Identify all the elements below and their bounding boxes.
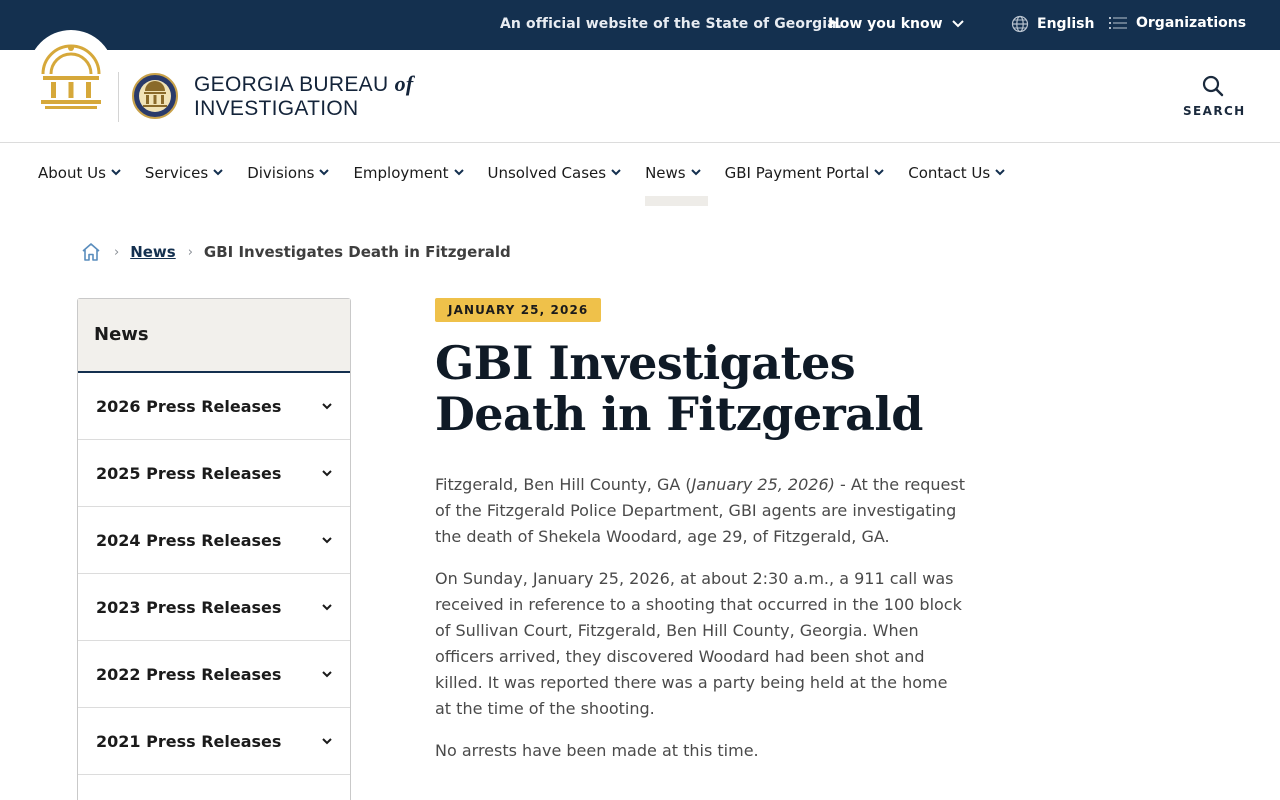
sidebar-item-2026[interactable] [78,373,350,440]
chevron-down-icon [110,167,122,177]
organizations-menu[interactable] [1109,15,1246,31]
article-body [435,472,965,780]
chevron-down-icon [610,167,622,177]
nav-label: Services [144,164,209,182]
dateline-location: Fitzgerald, Ben Hill County, GA ( [435,475,692,494]
breadcrumb-separator-icon: › [187,244,193,260]
search-icon [1201,74,1225,98]
organizations-label: Organizations [1136,15,1247,31]
nav-label: Divisions [247,164,315,182]
sidebar-item-label: 2024 Press Releases [96,530,282,550]
sidebar-item-label: 2022 Press Releases [96,664,282,684]
main-navigation [38,164,1029,206]
chevron-down-icon [320,468,334,478]
official-banner [0,0,1280,50]
nav-label: Unsolved Cases [487,164,607,182]
nav-employment[interactable] [353,164,464,206]
agency-name-line1: GEORGIA BUREAU [194,73,389,96]
chevron-down-icon [951,19,965,29]
site-header [0,50,1280,143]
dateline-date: January 25, 2026) [691,475,835,494]
chevron-down-icon [320,401,334,411]
nav-divisions[interactable] [247,164,330,206]
how-you-know-toggle[interactable] [828,16,965,32]
globe-icon [1011,15,1029,33]
sidebar-item-2022[interactable] [78,641,350,708]
nav-label: About Us [38,164,106,182]
chevron-down-icon [320,669,334,679]
breadcrumb [80,241,511,263]
header-divider [118,72,119,122]
nav-news[interactable] [645,164,702,206]
article-paragraph: No arrests have been made at this time. [435,741,759,760]
nav-label: GBI Payment Portal [724,164,870,182]
breadcrumb-news-link[interactable]: News [130,243,176,261]
sidebar-item-label: 2021 Press Releases [96,731,282,751]
paragraph-text: - At the request of the Fitzgerald Police Department, GBI agents are investigating the death of Shekela Woodard, age 29, of Fitzgerald, GA. [435,475,966,546]
chevron-down-icon [320,602,334,612]
chevron-down-icon [212,167,224,177]
nav-label: News [645,164,686,182]
chevron-down-icon [320,535,334,545]
nav-label: Employment [353,164,449,182]
official-site-text: An official website of the State of Georgia. [500,16,843,32]
sidebar-item-2023[interactable] [78,574,350,641]
breadcrumb-separator-icon: › [114,244,120,260]
article-paragraph [435,472,965,550]
agency-name[interactable] [194,72,414,121]
sidebar-item-label: 2025 Press Releases [96,463,282,483]
search-label: SEARCH [1183,104,1246,118]
agency-name-of: of [394,71,414,96]
sidebar-heading: News [78,299,350,373]
chevron-down-icon [690,167,702,177]
article-paragraph: On Sunday, January 25, 2026, at about 2:30 a.m., a 911 call was received in reference to a shooting that occurred in the 100 block of Sullivan Court, Fitzgerald, Ben Hill County, Georgia. When officers arrived, they discovered Woodard had been shot and killed. It was reported there was a party being held at the home at the time of the shooting. [435,569,962,718]
sidebar-item-2024[interactable] [78,507,350,574]
news-sidebar [77,298,351,800]
search-button[interactable] [1183,74,1246,118]
sidebar-item-2025[interactable] [78,440,350,507]
sidebar-item-label: 2023 Press Releases [96,597,282,617]
nav-about-us[interactable] [38,164,122,206]
chevron-down-icon [873,167,885,177]
nav-label: Contact Us [908,164,991,182]
language-selector[interactable] [1011,15,1094,33]
nav-services[interactable] [145,164,224,206]
list-icon [1109,16,1127,30]
home-icon[interactable] [80,241,102,263]
nav-contact-us[interactable] [908,164,1006,206]
chevron-down-icon [318,167,330,177]
article-date-badge: JANUARY 25, 2026 [435,298,601,322]
chevron-down-icon [320,736,334,746]
article-title: GBI Investigates Death in Fitzgerald [435,336,923,441]
chevron-down-icon [453,167,465,177]
chevron-down-icon [994,167,1006,177]
agency-name-line2: INVESTIGATION [194,97,359,120]
georgia-seal-link[interactable] [28,30,114,116]
gbi-badge-icon[interactable] [131,70,179,122]
nav-gbi-payment-portal[interactable] [725,164,886,206]
nav-unsolved-cases[interactable] [488,164,623,206]
georgia-seal-icon [37,36,105,110]
language-label: English [1037,16,1095,32]
sidebar-item-label: 2026 Press Releases [96,396,282,416]
breadcrumb-current: GBI Investigates Death in Fitzgerald [203,243,511,261]
how-you-know-label: How you know [828,16,943,32]
sidebar-item-2021[interactable] [78,708,350,775]
